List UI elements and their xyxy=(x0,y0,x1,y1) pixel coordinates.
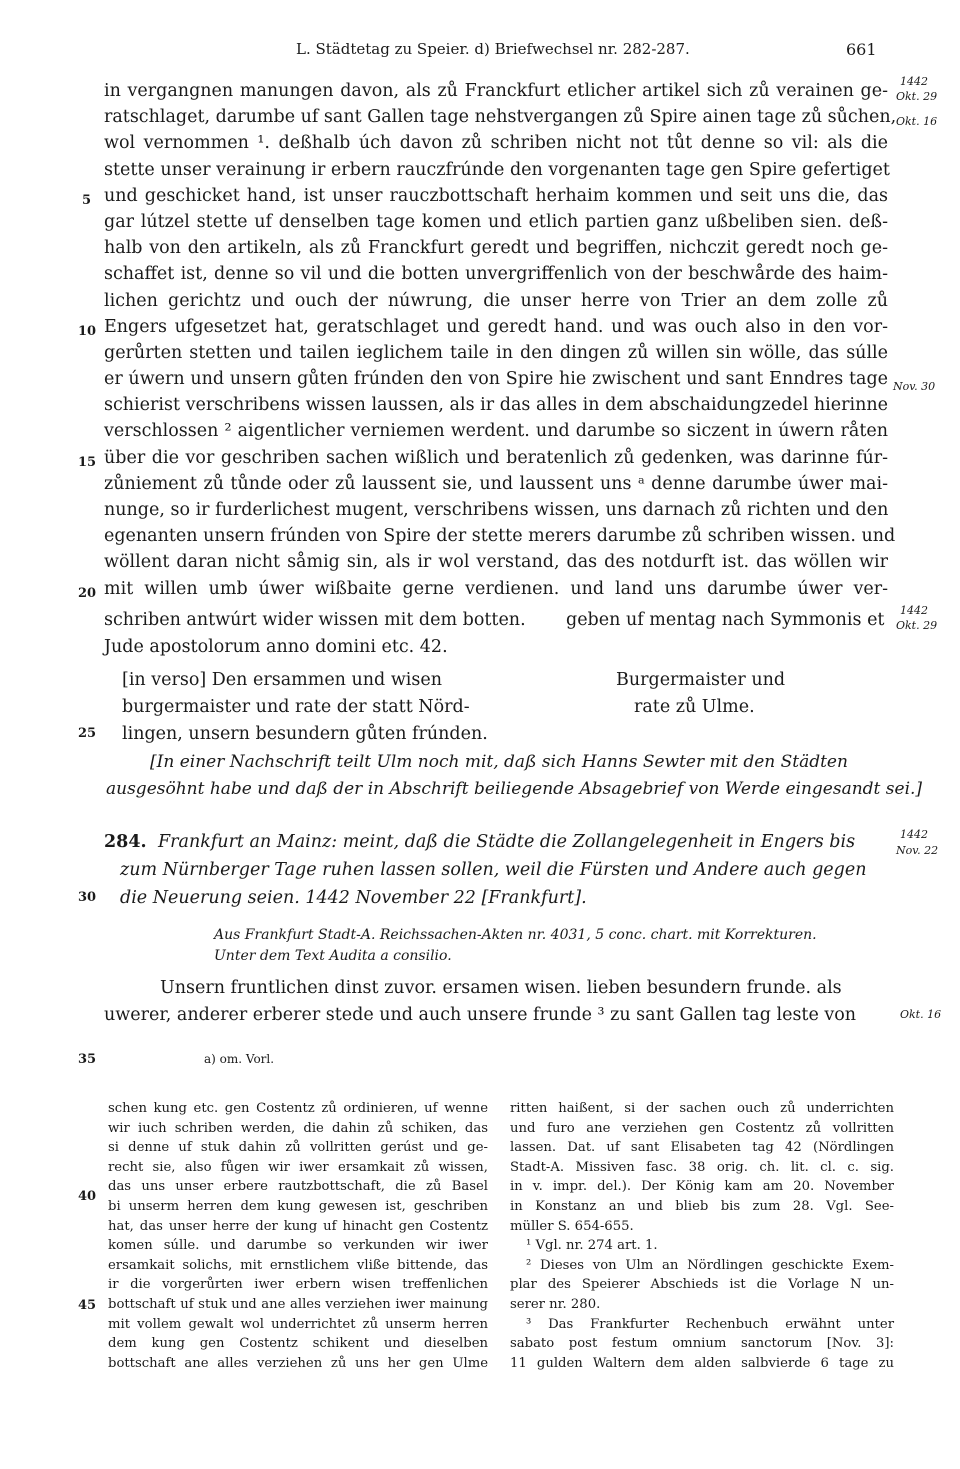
footnote-line: ² Dieses von Ulm an Nördlingen geschickte Exem- xyxy=(526,1257,894,1273)
footnote-line: sabato post festum omnium sanctorum [Nov. 3]: xyxy=(510,1336,894,1352)
signature: rate zů Ulme. xyxy=(634,697,755,717)
verso-address: burgermaister und rate der statt Nörd- xyxy=(122,697,470,717)
text-line: wol vernommen ¹. deßhalb úch davon zů schriben nicht not tůt denne so vil: als die xyxy=(104,133,888,154)
entry-text: Unsern fruntlichen dinst zuvor. ersamen wisen. lieben besundern frunde. als xyxy=(160,978,842,998)
verso-address: lingen, unsern besundern gůten frúnden. xyxy=(122,724,488,744)
entry-heading: Frankfurt an Mainz: meint, daß die Städte die Zollangelegenheit in Engers bis xyxy=(158,832,856,852)
letter-body xyxy=(104,78,897,602)
margin-date: Nov. 30 xyxy=(893,380,936,393)
footnotes-right-column xyxy=(510,1099,894,1373)
variant-note: a) om. Vorl. xyxy=(204,1052,275,1066)
text-line: er úwern und unsern gůten frúnden den von Spire hie zwischent und sant Enndres tage xyxy=(104,369,888,390)
running-header: L. Städtetag zu Speier. d) Briefwechsel nr. 282-287. xyxy=(296,40,690,58)
text-line: über die vor geschriben sachen wißlich und beratenlich zů gedenken, was darinne fúr- xyxy=(104,447,888,468)
footnote-line: Stadt-A. Missiven fasc. 38 orig. ch. lit. cl. c. sig. xyxy=(510,1159,894,1175)
text-line: gar lútzel stette uf denselben tage komen und etlich partien ganz ußbeliben sien. deß- xyxy=(104,211,888,232)
editorial-note: [In einer Nachschrift teilt Ulm noch mit, daß sich Hanns Sewter mit den Städten xyxy=(150,752,848,772)
footnote-line: bottschaft ane alles verziehen zů uns her gen Ulme xyxy=(108,1355,488,1371)
entry-text: uwerer, anderer erberer stede und auch unsere frunde ³ zu sant Gallen tag leste von xyxy=(104,1005,857,1025)
line-number: 30 xyxy=(78,890,97,905)
margin-date: Okt. 29 xyxy=(896,90,938,103)
text-line: gerůrten stetten und tailen ieglichem taile in den dingen zů willen sin wölle, das súlle xyxy=(104,342,888,363)
margin-year: 1442 xyxy=(900,828,928,841)
text-line: halb von den artikeln, als zů Franckfurt geredt und begriffen, nichczit geredt noch ge- xyxy=(104,238,888,259)
entry-number: 284. xyxy=(104,832,147,852)
text-line: ratschlaget, darumbe uf sant Gallen tage nehstvergangen zů Spire ainen tage zů sůchen, xyxy=(104,107,897,128)
footnote-line: lassen. Dat. uf sant Elisabeten tag 42 (Nördlingen xyxy=(510,1140,894,1156)
dating-line: geben uf mentag nach Symmonis et xyxy=(566,610,885,630)
footnote-line: 11 gulden Waltern dem alden salbvierde 6 tage zu xyxy=(510,1355,894,1371)
source-note: Aus Frankfurt Stadt-A. Reichssachen-Akten nr. 4031, 5 conc. chart. mit Korrekturen. xyxy=(214,927,817,943)
footnote-line: recht sie, also fůgen wir iwer ersamkait zů wissen, xyxy=(108,1159,488,1175)
verso-address: [in verso] Den ersammen und wisen xyxy=(122,670,442,690)
entry-heading: zum Nürnberger Tage ruhen lassen sollen, weil die Fürsten und Andere auch gegen xyxy=(120,860,867,880)
footnote-line: ersamkait solichs, mit ernstlichem vliße bittende, das xyxy=(108,1257,488,1273)
text-line: Engers ufgesetzet hat, geratschlaget und geredt hand. und was ouch also in den vor- xyxy=(104,316,888,337)
footnote-line: komen súlle. und darumbe so verkunden wir iwer xyxy=(108,1238,488,1254)
text-line: lichen gerichtz und ouch der núwrung, die unser herre von Trier an dem zolle zů xyxy=(104,290,888,311)
text-line: stette unser verainung ir erbern rauczfrúnde den vorgenanten tage gen Spire gefertiget xyxy=(104,159,890,180)
text-line: und geschicket hand, ist unser rauczbottschaft herhaim kommen und seit uns die, das xyxy=(104,185,888,206)
margin-date: Okt. 16 xyxy=(900,1008,942,1021)
line-number: 15 xyxy=(78,455,97,470)
footnotes-left-column xyxy=(108,1099,488,1373)
closing-line: schriben antwúrt wider wissen mit dem botten. xyxy=(104,610,526,630)
footnote-line: ³ Das Frankfurter Rechenbuch erwähnt unter xyxy=(526,1316,894,1332)
text-line: in vergangnen manungen davon, als zů Franckfurt etlicher artikel sich zů verainen ge- xyxy=(104,81,888,101)
text-line: wöllent daran nicht såmig sin, als ir wol verstand, das des notdurft ist. das wöllen wir xyxy=(104,552,888,573)
footnote-line: dem kung gen Costentz schikent und dieselben xyxy=(108,1336,488,1352)
text-line: zůniement zů tůnde oder zů laussent sie, und laussent uns ᵃ denne darumbe úwer mai- xyxy=(104,473,888,494)
footnote-line: wir iuch schriben werden, die dahin zů schiken, das xyxy=(108,1120,488,1136)
line-number: 20 xyxy=(78,586,97,601)
footnote-line: bottschaft uf stuk und ane alles verziehen iwer mainung xyxy=(108,1296,488,1312)
text-line: egenanten unsern frúnden von Spire der stette merers darumbe zů schriben wissen. und xyxy=(104,526,896,547)
page-number: 661 xyxy=(846,40,877,59)
footnote-line: das uns unser erbere rautzbottschaft, die zů Basel xyxy=(108,1179,488,1195)
line-number: 5 xyxy=(82,193,92,208)
dating-line-end: Jude apostolorum anno domini etc. 42. xyxy=(104,637,448,657)
footnote-line: in v. impr. del.). Der König kam am 20. November xyxy=(510,1179,894,1195)
footnote-line: bi unserm herren dem kung gewesen ist, geschriben xyxy=(108,1198,488,1214)
line-number: 45 xyxy=(78,1298,97,1313)
footnote-line: und furo ane verziehen gen Costentz zů vollritten xyxy=(510,1120,894,1136)
footnote-line: ir die vorgerůrten iwer erbern wisen treffenlichen xyxy=(108,1277,488,1293)
text-line: verschlossen ² aigentlicher verniemen werdent. und darumbe so siczent in úwern råten xyxy=(104,421,888,442)
line-number: 10 xyxy=(78,324,97,339)
signature: Burgermaister und xyxy=(616,670,786,690)
footnote-line: in Konstanz an und blieb bis zum 28. Vgl. See- xyxy=(510,1198,894,1214)
footnote-line: schen kung etc. gen Costentz zů ordinieren, uf wenne xyxy=(108,1101,488,1116)
line-number: 25 xyxy=(78,726,97,741)
margin-date: Nov. 22 xyxy=(896,844,939,857)
line-number: 40 xyxy=(78,1189,97,1204)
footnote-line: ritten haißent, si der sachen ouch zů underrichten xyxy=(510,1101,894,1116)
footnote-line: ¹ Vgl. nr. 274 art. 1. xyxy=(526,1238,658,1254)
margin-date: Okt. 29 xyxy=(896,619,938,632)
margin-year: 1442 xyxy=(900,604,928,617)
footnote-line: plar des Speierer Abschieds ist die Vorlage N un- xyxy=(510,1277,894,1293)
text-line: mit willen umb úwer wißbaite gerne verdienen. und land uns darumbe úwer ver- xyxy=(104,578,888,599)
text-line: nunge, so ir furderlichest mugent, verschribens wissen, uns darnach zů richten und den xyxy=(104,500,889,520)
footnote-line: mit vollem gewalt wol underrichtet zů unserm herren xyxy=(108,1316,488,1332)
footnote-line: müller S. 654-655. xyxy=(510,1218,634,1234)
text-line: schierist verschribens wissen laussen, als ir das alles in dem abschaidungzedel hierinne xyxy=(104,395,888,416)
footnote-line: serer nr. 280. xyxy=(510,1296,601,1312)
footnote-line: si denne uf stuk dahin zů vollritten gerúst und ge- xyxy=(108,1140,488,1156)
editorial-note: ausgesöhnt habe und daß der in Abschrift beiliegende Absagebrief von Werde eingesandt sei.] xyxy=(106,779,923,799)
footnote-line: hat, das unser herre der kung uf hinacht gen Costentz xyxy=(108,1218,488,1234)
margin-date: Okt. 16 xyxy=(896,115,938,128)
entry-heading: die Neuerung seien. 1442 November 22 [Frankfurt]. xyxy=(120,888,587,908)
margin-year: 1442 xyxy=(900,75,928,88)
text-line: schaffet ist, denne so vil und die botten unvergriffenlich von der beschwårde des haim- xyxy=(104,264,888,285)
line-number: 35 xyxy=(78,1052,97,1067)
source-note: Unter dem Text Audita a consilio. xyxy=(214,948,452,964)
